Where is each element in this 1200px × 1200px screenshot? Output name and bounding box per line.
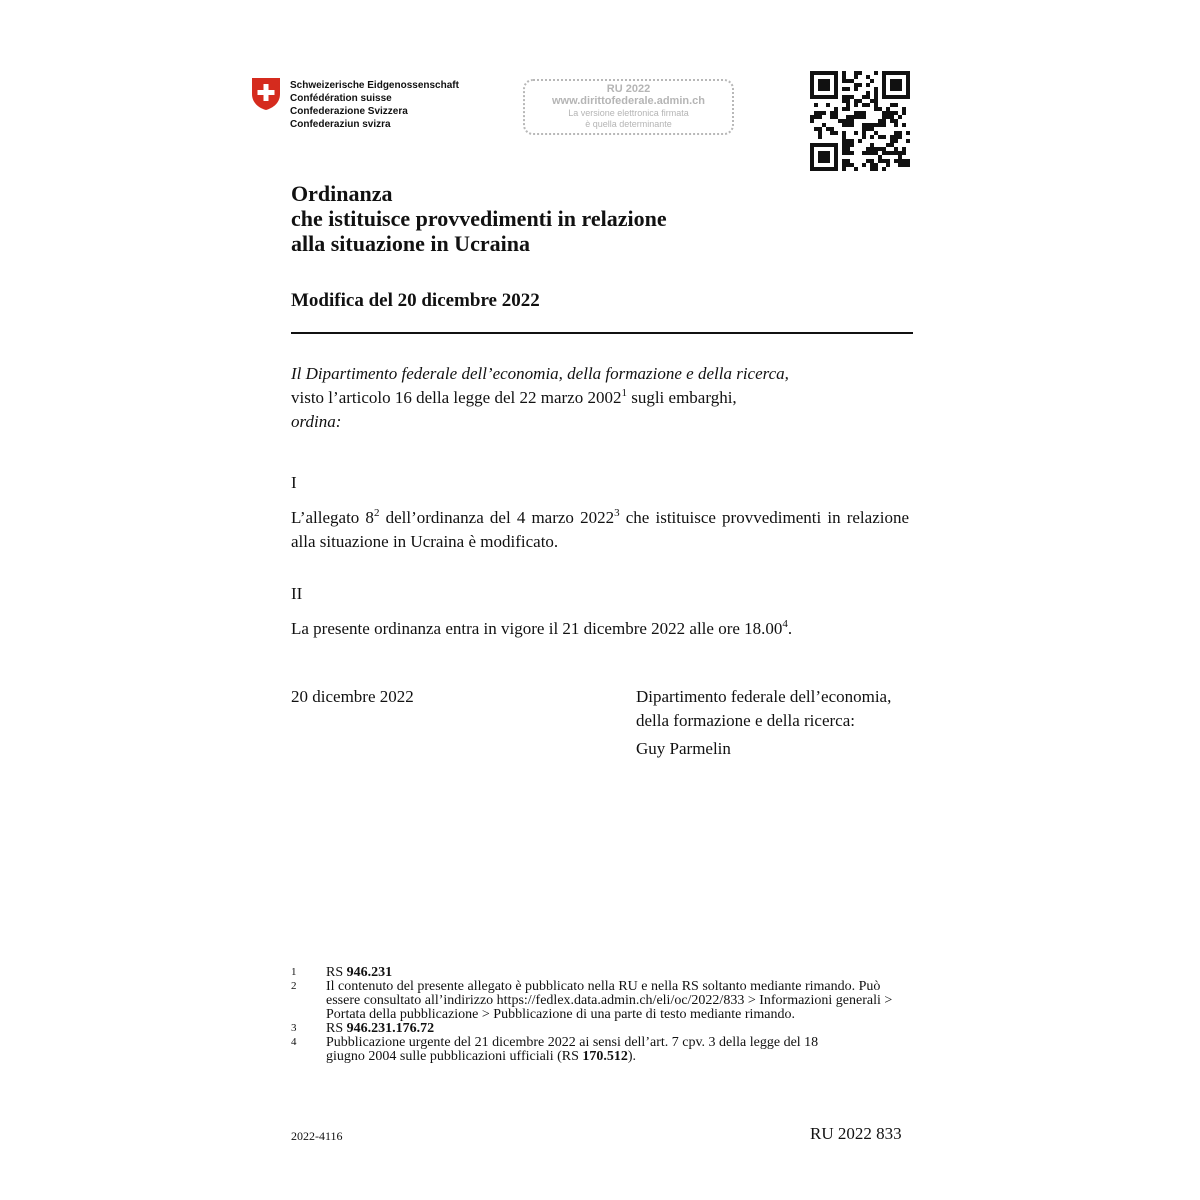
section-heading-1: I [291, 473, 297, 492]
issuing-authority: Il Dipartimento federale dell’economia, della formazione e della ricerca, [291, 364, 789, 383]
section-2-text [291, 617, 911, 641]
footnote-text [326, 980, 903, 1022]
section-heading-2: II [291, 584, 303, 603]
section-2-text-main: La presente ordinanza entra in vigore il 21 dicembre 2022 alle ore 18.00 [291, 619, 783, 638]
legal-basis [291, 386, 913, 410]
stamp-note-line1: La versione elettronica firmata [568, 108, 689, 118]
section-1-text-c: che istituisce provvedimenti in relazione alla situazione in Ucraina è modificato. [291, 508, 910, 551]
footnote-ref-2[interactable]: 2 [373, 507, 380, 519]
title-line-1: Ordinanza [291, 181, 393, 206]
amendment-date-heading: Modifica del 20 dicembre 2022 [291, 290, 540, 311]
section-1-text-a: L’allegato 8 [291, 508, 374, 527]
footnote-number: 2 [291, 980, 297, 992]
footnote-number: 3 [291, 1022, 297, 1034]
ordinance-title [291, 181, 667, 256]
department-line-2: della formazione e della ricerca: [636, 711, 855, 730]
section-2-text-end: . [787, 619, 793, 638]
department-line-1: Dipartimento federale dell’economia, [636, 687, 892, 706]
title-divider [291, 332, 913, 334]
document-number: 2022-4116 [291, 1129, 343, 1143]
stamp-website: www.dirittofederale.admin.ch [551, 95, 705, 107]
signer-name: Guy Parmelin [636, 739, 731, 758]
section-1-text [291, 506, 909, 554]
confederation-name-fr: Confédération suisse [290, 93, 392, 104]
qr-code-icon [810, 71, 910, 171]
footnote-prefix: Il contenuto del presente allegato è pubblicato nella RU e nella RS soltanto mediante rimando. Può essere consultato all’indirizzo https://fedlex.data.admin.ch/eli/oc/2022/833 > Informazioni generali > Portata della pubblicazione > Pubblicazione di una parte di testo mediante rimando. [326, 979, 893, 1022]
footnote-prefix: RS [326, 965, 347, 980]
footnote-item [291, 980, 903, 1022]
title-line-3: alla situazione in Ucraina [291, 231, 530, 256]
swiss-coat-of-arms-icon [251, 77, 281, 111]
footnote-text [326, 966, 903, 980]
footnote-text [326, 1022, 903, 1036]
ru-page-reference: RU 2022 833 [810, 1124, 902, 1143]
signing-department [636, 685, 936, 733]
footnote-number: 1 [291, 966, 297, 978]
footnote-prefix: RS [326, 1021, 347, 1036]
decree-word: ordina: [291, 412, 342, 431]
footnotes [291, 966, 903, 1064]
footnote-text [326, 1036, 903, 1064]
footnote-rs-number: 170.512 [582, 1049, 628, 1064]
footnote-rs-number: 946.231.176.72 [346, 1021, 435, 1036]
footnote-ref-4[interactable]: 4 [782, 618, 788, 630]
legal-basis-text-end: sugli embarghi, [626, 388, 737, 407]
section-1-text-b: dell’ordinanza del 4 marzo 2022 [379, 508, 615, 527]
confederation-names [290, 79, 459, 131]
stamp-ru-year: RU 2022 [606, 83, 651, 95]
footnote-item [291, 1036, 903, 1064]
stamp-note-line2: è quella determinante [585, 119, 672, 129]
title-line-2: che istituisce provvedimenti in relazione [291, 206, 667, 231]
footnote-item [291, 966, 903, 980]
footnote-rs-number: 946.231 [346, 965, 393, 980]
preamble [291, 362, 913, 434]
confederation-name-de: Schweizerische Eidgenossenschaft [290, 80, 459, 91]
footnote-ref-3[interactable]: 3 [614, 507, 620, 519]
footnote-item [291, 1022, 903, 1036]
signature-date: 20 dicembre 2022 [291, 687, 414, 706]
footnote-rest: ). [627, 1049, 637, 1064]
legal-basis-text: visto l’articolo 16 della legge del 22 marzo 2002 [291, 388, 622, 407]
footnote-prefix: Pubblicazione urgente del 21 dicembre 2022 ai sensi dell’art. 7 cpv. 3 della legge del 18 giugno 2004 sulle pubblicazioni ufficiali (RS [326, 1035, 819, 1064]
confederation-name-it: Confederazione Svizzera [290, 106, 408, 117]
confederation-name-rm: Confederaziun svizra [290, 119, 391, 130]
footnote-number: 4 [291, 1036, 297, 1048]
footnote-ref-1[interactable]: 1 [621, 387, 627, 399]
official-publication-stamp [523, 79, 734, 135]
